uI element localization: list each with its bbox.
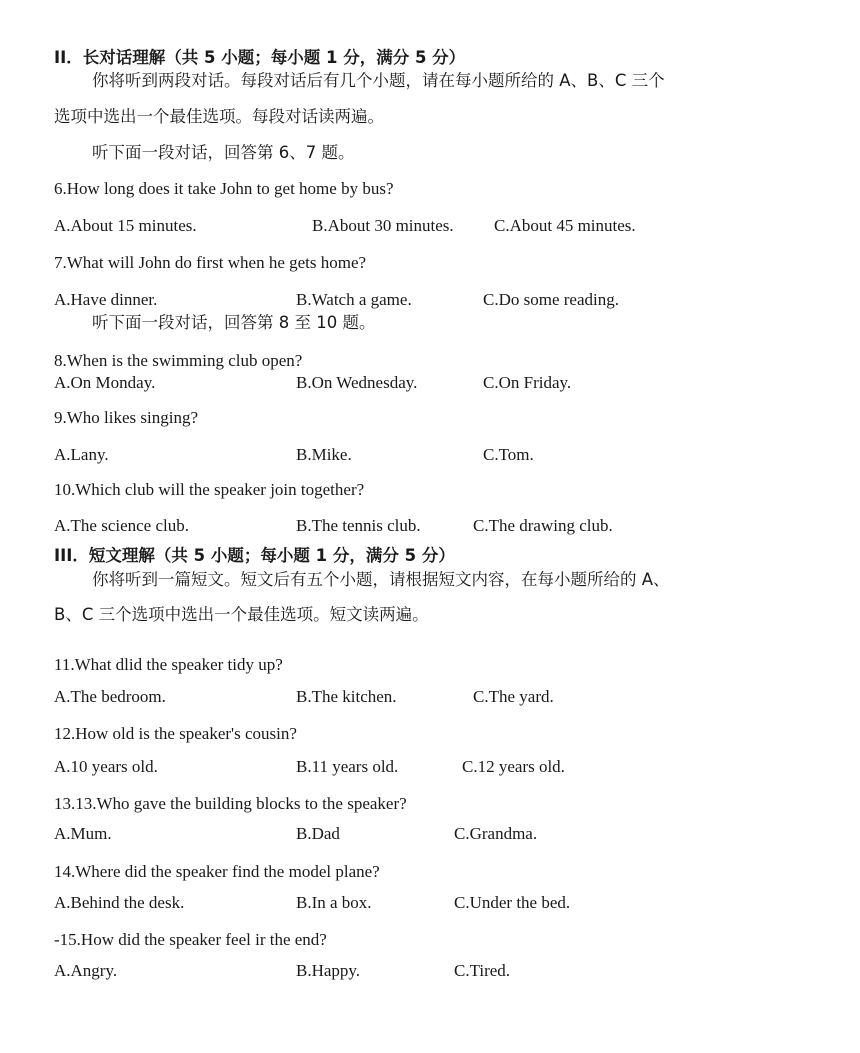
question-11: 11.What dlid the speaker tidy up?: [54, 655, 283, 674]
question-8-option-b: B.On Wednesday.: [296, 373, 418, 392]
question-14-option-b: B.In a box.: [296, 893, 372, 912]
dialog-1-prompt: 听下面一段对话，回答第 6、7 题。: [92, 143, 355, 162]
question-13-option-a: A.Mum.: [54, 824, 112, 843]
section-2-instruction-line-1: 你将听到两段对话。每段对话后有几个小题，请在每小题所给的 A、B、C 三个: [92, 71, 665, 90]
section-2-heading: II．长对话理解（共 5 小题；每小题 1 分，满分 5 分）: [54, 48, 466, 67]
question-13: 13.13.Who gave the building blocks to the speaker?: [54, 794, 407, 813]
question-14-option-a: A.Behind the desk.: [54, 893, 185, 912]
question-8: 8.When is the swimming club open?: [54, 351, 303, 370]
section-3-heading: III．短文理解（共 5 小题；每小题 1 分，满分 5 分）: [54, 546, 455, 565]
question-13-option-b: B.Dad: [296, 824, 340, 843]
question-15-option-a: A.Angry.: [54, 961, 118, 980]
question-7-option-a: A.Have dinner.: [54, 290, 158, 309]
question-10: 10.Which club will the speaker join together?: [54, 480, 365, 499]
question-10-option-b: B.The tennis club.: [296, 516, 421, 535]
question-15: -15.How did the speaker feel ir the end?: [54, 930, 327, 949]
section-2-instruction-line-2: 选项中选出一个最佳选项。每段对话读两遍。: [54, 107, 384, 126]
question-9-option-c: C.Tom.: [483, 445, 534, 464]
question-12-option-b: B.11 years old.: [296, 757, 399, 776]
dialog-2-prompt: 听下面一段对话，回答第 8 至 10 题。: [92, 313, 376, 332]
question-14-option-c: C.Under the bed.: [454, 893, 571, 912]
question-15-option-b: B.Happy.: [296, 961, 361, 980]
question-12-option-a: A.10 years old.: [54, 757, 158, 776]
question-6-option-b: B.About 30 minutes.: [312, 216, 454, 235]
section-3-instruction-line-1: 你将听到一篇短文。短文后有五个小题，请根据短文内容，在每小题所给的 A、: [92, 570, 670, 589]
question-10-option-c: C.The drawing club.: [473, 516, 613, 535]
question-11-option-a: A.The bedroom.: [54, 687, 166, 706]
question-12: 12.How old is the speaker's cousin?: [54, 724, 297, 743]
question-7: 7.What will John do first when he gets home?: [54, 253, 367, 272]
question-8-option-a: A.On Monday.: [54, 373, 156, 392]
question-12-option-c: C.12 years old.: [462, 757, 565, 776]
question-9-option-a: A.Lany.: [54, 445, 109, 464]
question-9: 9.Who likes singing?: [54, 408, 199, 427]
question-6-option-c: C.About 45 minutes.: [494, 216, 636, 235]
question-14: 14.Where did the speaker find the model plane?: [54, 862, 380, 881]
question-15-option-c: C.Tired.: [454, 961, 511, 980]
question-9-option-b: B.Mike.: [296, 445, 352, 464]
question-11-option-c: C.The yard.: [473, 687, 554, 706]
question-8-option-c: C.On Friday.: [483, 373, 572, 392]
question-6: 6.How long does it take John to get home by bus?: [54, 179, 394, 198]
question-13-option-c: C.Grandma.: [454, 824, 538, 843]
question-11-option-b: B.The kitchen.: [296, 687, 397, 706]
question-7-option-c: C.Do some reading.: [483, 290, 619, 309]
question-6-option-a: A.About 15 minutes.: [54, 216, 197, 235]
question-7-option-b: B.Watch a game.: [296, 290, 412, 309]
section-3-instruction-line-2: B、C 三个选项中选出一个最佳选项。短文读两遍。: [54, 605, 429, 624]
question-10-option-a: A.The science club.: [54, 516, 189, 535]
